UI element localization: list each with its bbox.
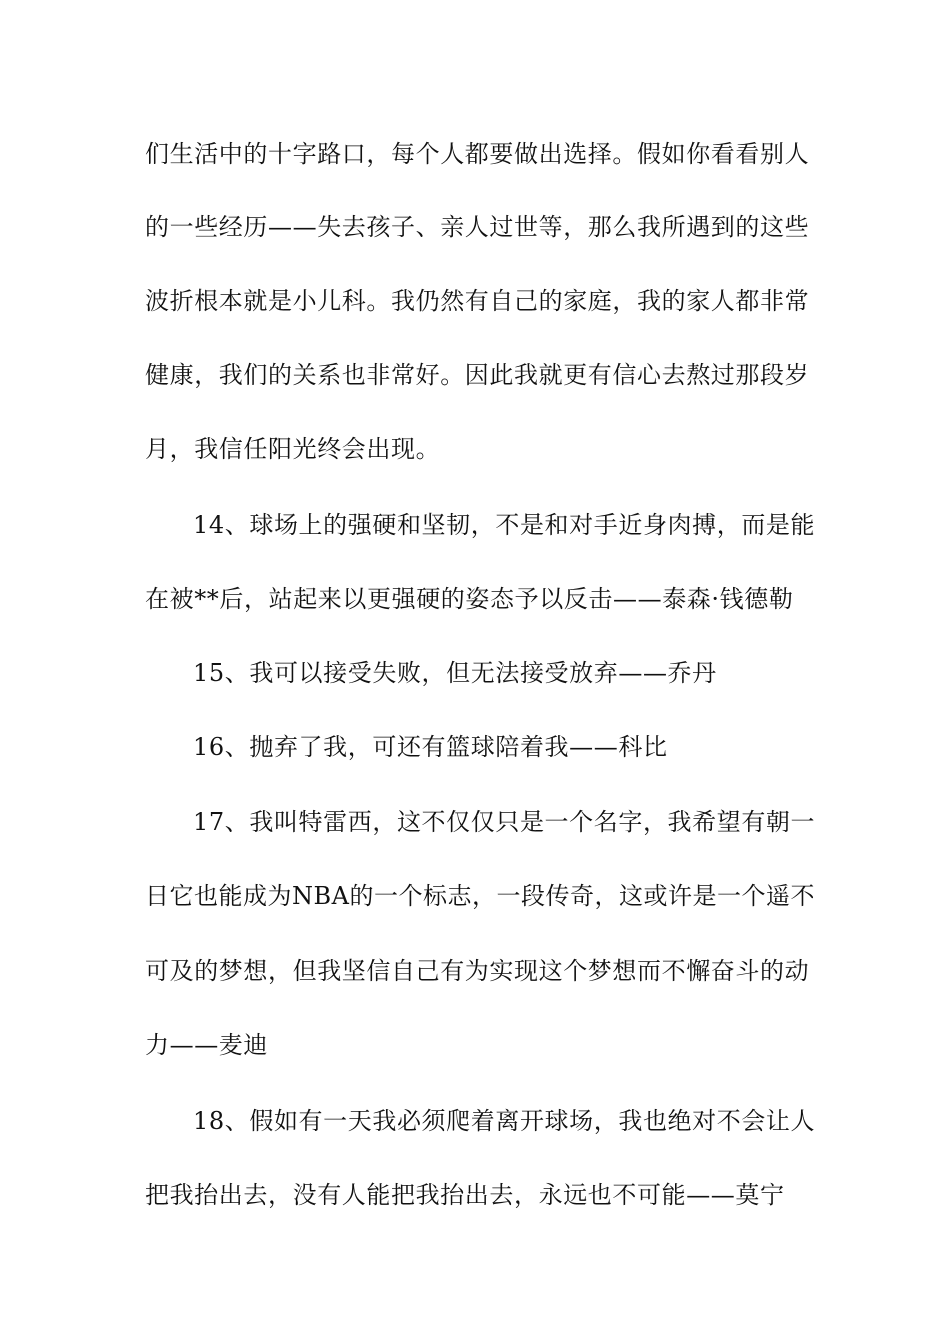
- text-line: 健康，我们的关系也非常好。因此我就更有信心去熬过那段岁: [145, 361, 810, 389]
- quote-17-line-2: 日它也能成为NBA的一个标志，一段传奇，这或许是一个遥不: [145, 882, 815, 910]
- quote-17-line-3: 可及的梦想，但我坚信自己有为实现这个梦想而不懈奋斗的动: [145, 957, 810, 985]
- quote-16: 16、抛弃了我，可还有篮球陪着我——科比: [193, 733, 668, 761]
- text-line: 们生活中的十字路口，每个人都要做出选择。假如你看看别人: [145, 140, 810, 168]
- quote-18-line-2: 把我抬出去，没有人能把我抬出去，永远也不可能——莫宁: [145, 1181, 785, 1209]
- text-line: 波折根本就是小儿科。我仍然有自己的家庭，我的家人都非常: [145, 287, 810, 315]
- quote-14-line-1: 14、球场上的强硬和坚韧，不是和对手近身肉搏，而是能: [193, 511, 816, 539]
- quote-14-line-2: 在被**后，站起来以更强硬的姿态予以反击——泰森·钱德勒: [145, 585, 794, 613]
- text-line: 的一些经历——失去孩子、亲人过世等，那么我所遇到的这些: [145, 213, 810, 241]
- quote-18-line-1: 18、假如有一天我必须爬着离开球场，我也绝对不会让人: [193, 1107, 816, 1135]
- quote-17-line-4: 力——麦迪: [145, 1031, 268, 1059]
- text-line: 月，我信任阳光终会出现。: [145, 435, 441, 463]
- quote-15: 15、我可以接受失败，但无法接受放弃——乔丹: [193, 659, 717, 687]
- quote-17-line-1: 17、我叫特雷西，这不仅仅只是一个名字，我希望有朝一: [193, 808, 816, 836]
